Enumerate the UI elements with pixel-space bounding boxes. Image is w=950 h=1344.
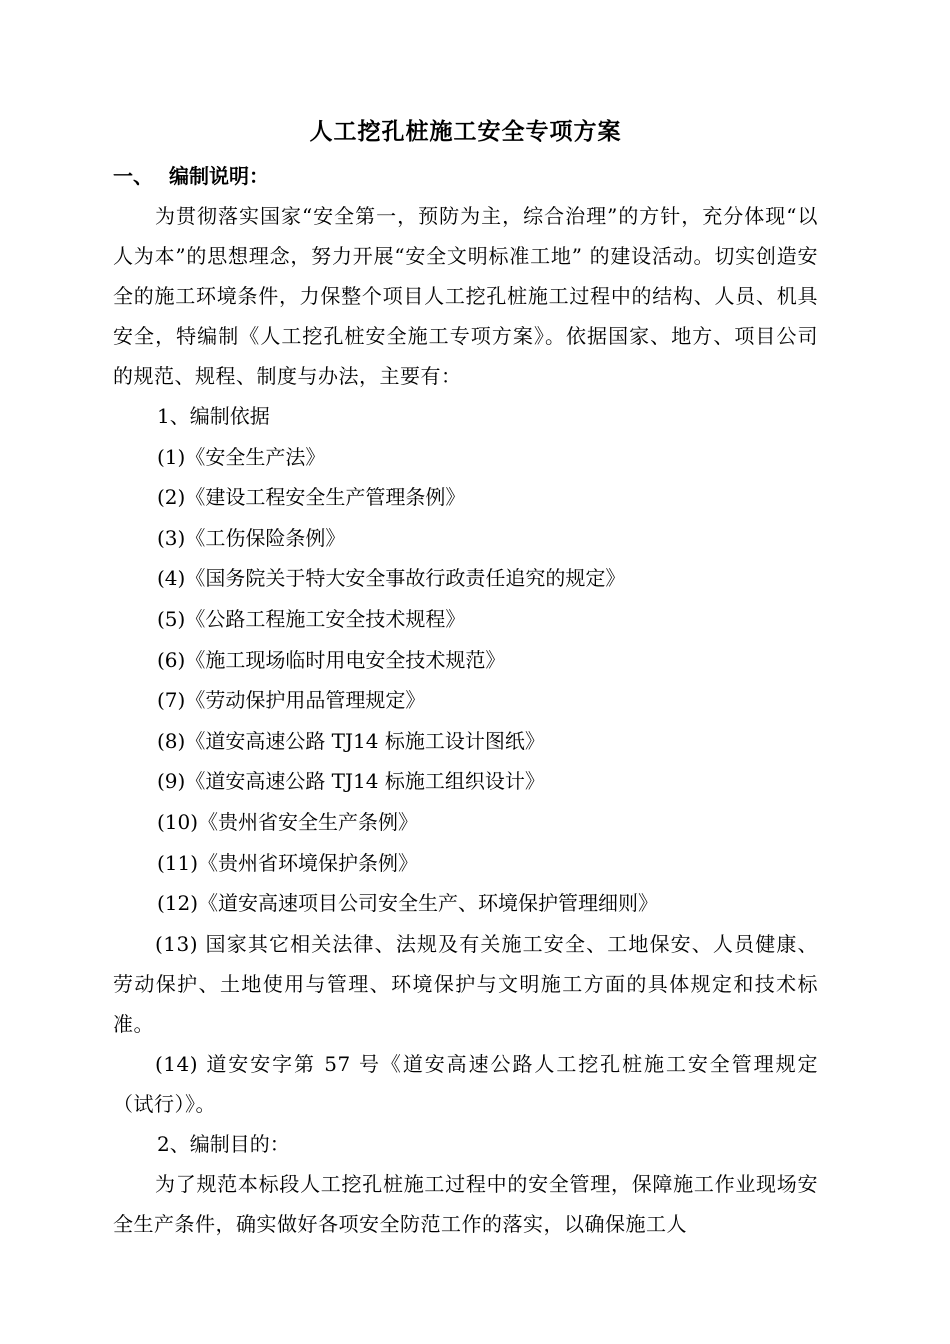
basis-item: (10)《贵州省安全生产条例》 [157, 809, 419, 834]
basis-item: (1)《安全生产法》 [157, 444, 326, 469]
basis-item: (12)《道安高速项目公司安全生产、环境保护管理细则》 [157, 891, 659, 916]
section-heading-text: 编制说明： [169, 164, 269, 188]
basis-item: (9)《道安高速公路 TJ14 标施工组织设计》 [157, 769, 545, 794]
basis-item-14: (14) 道安安字第 57 号《道安高速公路人工挖孔桩施工安全管理规定（试行）》。 [113, 1051, 818, 1116]
basis-item: (11)《贵州省环境保护条例》 [157, 850, 419, 875]
document-title: 人工挖孔桩施工安全专项方案 [309, 118, 622, 145]
section-heading [113, 156, 818, 196]
basis-item: (4)《国务院关于特大安全事故行政责任追究的规定》 [157, 566, 626, 591]
subheading-purpose: 2、编制目的： [157, 1131, 290, 1156]
section-number: 一、 [113, 164, 153, 188]
basis-item: (3)《工伤保险条例》 [157, 525, 346, 550]
basis-item: (8)《道安高速公路 TJ14 标施工设计图纸》 [157, 728, 545, 753]
basis-item: (7)《劳动保护用品管理规定》 [157, 688, 426, 713]
document-page [113, 112, 818, 1244]
basis-item: (2)《建设工程安全生产管理条例》 [157, 485, 466, 510]
subheading-basis: 1、编制依据 [157, 404, 270, 428]
basis-item: (5)《公路工程施工安全技术规程》 [157, 606, 466, 631]
basis-item: (6)《施工现场临时用电安全技术规范》 [157, 647, 506, 672]
purpose-paragraph: 为了规范本标段人工挖孔桩施工过程中的安全管理，保障施工作业现场安全生产条件，确实做好各项安全防范工作的落实，以确保施工人 [113, 1172, 818, 1237]
intro-paragraph: 为贯彻落实国家“安全第一，预防为主，综合治理”的方针，充分体现“以人为本”的思想理念，努力开展“安全文明标准工地” 的建设活动。切实创造安全的施工环境条件，力保整个项目人工挖孔桩施工过程中的结构、人员、机具安全，特编制《人工挖孔桩安全施工专项方案》。依据国家、地方、项目公司的规范、规程、制度与办法，主要有： [113, 204, 818, 388]
basis-item-13: (13) 国家其它相关法律、法规及有关施工安全、工地保安、人员健康、劳动保护、土地使用与管理、环境保护与文明施工方面的具体规定和技术标准。 [113, 931, 818, 1036]
